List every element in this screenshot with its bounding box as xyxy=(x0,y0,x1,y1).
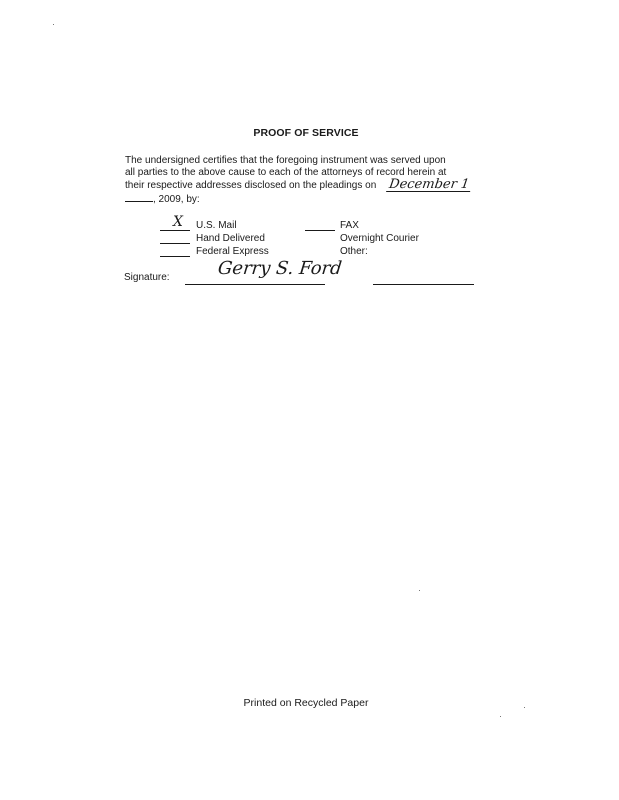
federal-express-option: Federal Express xyxy=(196,246,269,257)
scan-speck xyxy=(500,716,501,717)
fax-blank xyxy=(305,230,335,231)
signature-label: Signature: xyxy=(124,272,170,283)
other-option: Other: xyxy=(340,246,368,257)
recycled-paper-footer: Printed on Recycled Paper xyxy=(243,697,369,709)
certification-line-3-text: their respective addresses disclosed on the pleadings on xyxy=(125,180,377,191)
certification-line-4-text: , 2009, by: xyxy=(153,194,200,205)
date-signature-line xyxy=(373,284,474,285)
us-mail-blank xyxy=(160,230,190,231)
handwritten-signature: Gerry S. Ford xyxy=(216,258,343,279)
scan-speck xyxy=(524,707,525,708)
signature-line xyxy=(185,284,325,285)
hand-delivered-option: Hand Delivered xyxy=(196,233,265,244)
certification-line-1: The undersigned certifies that the foregoing instrument was served upon xyxy=(125,155,446,166)
us-mail-check-mark: X xyxy=(173,214,183,230)
fax-option: FAX xyxy=(340,220,359,231)
certification-line-2: all parties to the above cause to each of the attorneys of record herein at xyxy=(125,167,447,178)
federal-express-blank xyxy=(160,256,190,257)
handwritten-date: December 1 xyxy=(388,177,471,192)
certification-line-3 xyxy=(125,179,471,192)
us-mail-option: U.S. Mail xyxy=(196,220,237,231)
scan-speck xyxy=(419,590,420,591)
page-title: PROOF OF SERVICE xyxy=(253,127,359,139)
overnight-courier-option: Overnight Courier xyxy=(340,233,419,244)
hand-delivered-blank xyxy=(160,243,190,244)
date-blank-line xyxy=(125,192,153,202)
certification-line-4 xyxy=(125,192,200,206)
scan-speck xyxy=(53,24,54,25)
